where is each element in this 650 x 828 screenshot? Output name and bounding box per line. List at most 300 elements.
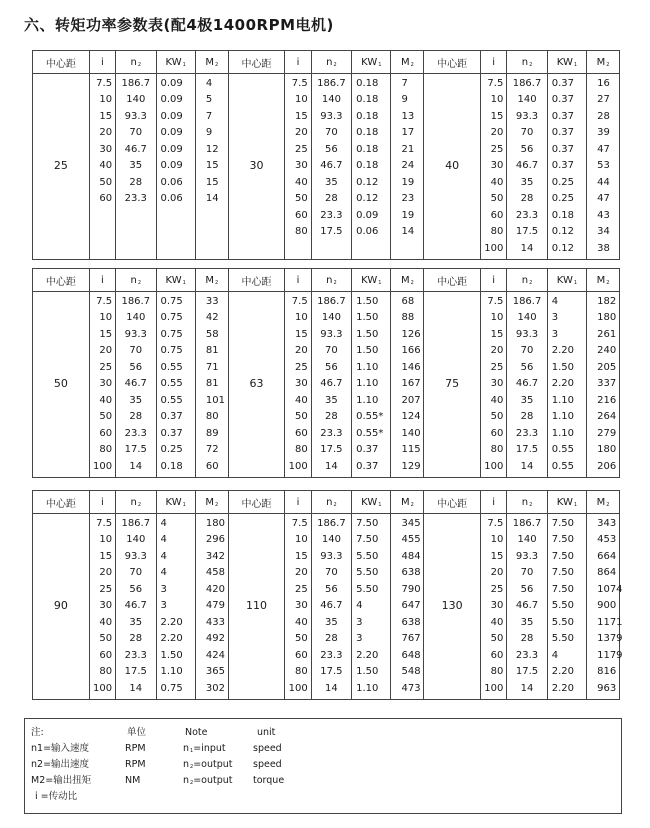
power-header: $KW_1$ <box>352 51 391 74</box>
table-cell: 0.25 <box>551 176 575 188</box>
table-cell: 0.18 <box>356 78 379 89</box>
table-cell: 1.50 <box>356 312 379 324</box>
torque-header: $M_2$ <box>587 269 620 292</box>
table-cell: 80 <box>99 666 113 678</box>
speed-header: $n_2$ <box>116 491 156 514</box>
table-cell: 20 <box>99 567 113 579</box>
table-cell: 15 <box>99 550 113 562</box>
table-cell: 40 <box>294 616 308 628</box>
table-cell: 14 <box>129 682 143 694</box>
center-distance: 30 <box>228 74 285 260</box>
ratio-header: i <box>285 491 311 514</box>
table-cell: 0.25 <box>551 193 575 205</box>
table-cell: 93.3 <box>515 550 539 562</box>
table-cell: 900 <box>597 600 617 612</box>
torque-column <box>195 514 228 700</box>
table-cell: 0.09 <box>160 160 183 172</box>
table-cell: 5.50 <box>551 616 575 628</box>
table-cell: 180 <box>205 518 225 529</box>
table-cell: 23.3 <box>515 427 539 439</box>
table-cell: 1.50 <box>356 666 379 678</box>
torque-column <box>391 514 424 700</box>
table-cell: 186.7 <box>317 518 346 529</box>
center-header: 中心距 <box>228 269 285 292</box>
table-cell: 56 <box>520 143 534 155</box>
table-cell: 0.75 <box>160 345 183 357</box>
table-cell: 34 <box>597 226 610 238</box>
table-cell: 0.75 <box>160 296 183 307</box>
table-cell: 15 <box>490 550 504 562</box>
table-cell: 7.5 <box>487 518 504 529</box>
table-cell: 25 <box>294 583 308 595</box>
table-cell: 15 <box>490 110 504 122</box>
table-cell: 25 <box>490 361 504 373</box>
center-header: 中心距 <box>424 491 481 514</box>
notes-box <box>24 718 622 814</box>
table-cell: 25 <box>490 143 504 155</box>
table-cell: 140 <box>517 534 537 546</box>
table-cell: 0.12 <box>551 242 575 254</box>
table-cell: 35 <box>129 616 143 628</box>
table-cell: 46.7 <box>124 378 147 390</box>
param-table <box>32 50 620 260</box>
table-cell: 0.09 <box>160 143 183 155</box>
table-cell: 14 <box>129 460 143 472</box>
ratio-column <box>481 74 507 260</box>
table-cell: 81 <box>205 378 219 390</box>
power-column <box>547 514 586 700</box>
table-cell: 2.20 <box>160 616 183 628</box>
table-cell: 4 <box>160 550 167 562</box>
table-cell: 17.5 <box>515 444 539 456</box>
notes-label: 注: <box>31 727 44 738</box>
table-cell: 337 <box>597 378 617 390</box>
table-cell: 27 <box>597 94 610 106</box>
table-cell: 1179 <box>597 649 623 661</box>
table-cell: 0.06 <box>356 226 379 238</box>
ratio-column <box>89 74 115 260</box>
table-cell: 28 <box>520 411 534 423</box>
ratio-column <box>285 74 311 260</box>
table-cell: 0.18 <box>356 160 379 172</box>
power-header: $KW_1$ <box>352 269 391 292</box>
torque-column <box>391 74 424 260</box>
table-cell: 638 <box>401 567 421 579</box>
table-cell: 2.20 <box>551 682 575 694</box>
table-cell: 3 <box>160 583 167 595</box>
table-cell: 72 <box>205 444 219 456</box>
speed-header: $n_2$ <box>507 491 547 514</box>
table-cell: 0.37 <box>551 78 575 89</box>
table-cell: 100 <box>92 682 113 694</box>
power-header: $KW_1$ <box>156 269 195 292</box>
table-cell: 216 <box>597 394 617 406</box>
table-cell: 93.3 <box>515 328 539 340</box>
speed-column <box>116 514 156 700</box>
table-cell: 23.3 <box>515 209 539 221</box>
table-cell: 115 <box>401 444 421 456</box>
table-cell: 40 <box>294 394 308 406</box>
torque-header: $M_2$ <box>391 51 424 74</box>
table-cell: 17.5 <box>515 226 539 238</box>
table-header-row <box>33 491 620 514</box>
table-cell: 1171 <box>597 616 623 628</box>
torque-column <box>195 292 228 478</box>
table-cell: 80 <box>294 226 308 238</box>
table-cell: 864 <box>597 567 617 579</box>
table-cell: 1.10 <box>356 378 379 390</box>
ratio-header: i <box>285 51 311 74</box>
table-cell: 50 <box>294 193 308 205</box>
table-cell: 365 <box>205 666 225 678</box>
notes-note-en: Note <box>185 727 208 738</box>
table-cell: 15 <box>205 176 219 188</box>
table-cell: 80 <box>205 411 219 423</box>
table-cell: 70 <box>129 567 143 579</box>
table-cell: 140 <box>321 94 341 106</box>
table-cell: 129 <box>401 460 421 472</box>
table-cell: 100 <box>484 682 504 694</box>
power-column <box>352 514 391 700</box>
table-cell: 458 <box>205 567 225 579</box>
table-cell: 35 <box>520 616 534 628</box>
ratio-header: i <box>481 491 507 514</box>
table-cell: 46.7 <box>515 378 539 390</box>
table-cell: 28 <box>325 633 338 645</box>
table-cell: 1.10 <box>356 394 379 406</box>
table-cell: 60 <box>99 649 113 661</box>
table-cell: 46.7 <box>124 143 147 155</box>
table-cell: 0.37 <box>160 411 183 423</box>
speed-column <box>507 74 547 260</box>
power-column <box>156 514 195 700</box>
table-cell: 963 <box>597 682 617 694</box>
notes-unit: RPM <box>125 743 146 754</box>
table-cell: 3 <box>551 312 559 324</box>
table-cell: 261 <box>597 328 617 340</box>
torque-column <box>587 514 623 700</box>
table-cell: 24 <box>401 160 415 172</box>
table-cell: 35 <box>129 160 143 172</box>
table-cell: 664 <box>597 550 617 562</box>
center-distance: 110 <box>228 514 285 700</box>
speed-column <box>311 514 351 700</box>
table-cell: 10 <box>490 94 504 106</box>
table-cell: 10 <box>490 534 504 546</box>
table-cell: 17.5 <box>124 666 147 678</box>
table-cell: 56 <box>520 361 534 373</box>
table-cell: 100 <box>92 460 113 472</box>
table-cell: 60 <box>294 209 308 221</box>
table-cell: 4 <box>160 518 167 529</box>
table-cell: 56 <box>325 361 338 373</box>
table-cell: 140 <box>517 312 537 324</box>
table-cell: 23.3 <box>320 649 343 661</box>
table-cell: 30 <box>294 600 308 612</box>
power-column <box>156 74 195 260</box>
table-cell: 2.20 <box>356 649 379 661</box>
table-cell: 53 <box>597 160 610 172</box>
table-cell: 28 <box>129 176 143 188</box>
table-cell: 4 <box>205 78 213 89</box>
table-cell: 0.09 <box>160 110 183 122</box>
table-cell: 0.18 <box>160 460 183 472</box>
table-cell: 93.3 <box>515 110 539 122</box>
notes-en: $n_1=input$ <box>183 743 226 754</box>
speed-header: $n_2$ <box>311 491 351 514</box>
table-cell: 93.3 <box>320 328 343 340</box>
table-cell: 30 <box>99 378 113 390</box>
table-cell: 19 <box>401 176 415 188</box>
table-cell: 1.10 <box>356 361 379 373</box>
table-cell: 7.50 <box>356 518 379 529</box>
table-cell: 80 <box>490 666 504 678</box>
table-cell: 21 <box>401 143 415 155</box>
table-cell: 10 <box>294 534 308 546</box>
table-cell: 0.12 <box>551 226 575 238</box>
table-cell: 140 <box>126 94 146 106</box>
table-cell: 56 <box>325 143 338 155</box>
table-cell: 5.50 <box>551 600 575 612</box>
table-cell: 56 <box>129 583 143 595</box>
table-cell: 5.50 <box>356 583 379 595</box>
table-cell: 30 <box>490 600 504 612</box>
table-cell: 0.25 <box>160 444 183 456</box>
table-cell: 60 <box>490 209 504 221</box>
table-cell: 455 <box>401 534 421 546</box>
table-cell: 647 <box>401 600 421 612</box>
center-distance: 63 <box>228 292 285 478</box>
speed-header: $n_2$ <box>116 51 156 74</box>
table-cell: 43 <box>597 209 610 221</box>
table-cell: 7.5 <box>96 518 113 529</box>
table-cell: 70 <box>129 127 143 139</box>
table-cell: 80 <box>490 444 504 456</box>
table-cell: 0.37 <box>551 127 575 139</box>
table-cell: 186.7 <box>121 518 151 529</box>
center-distance: 90 <box>33 514 90 700</box>
table-cell: 15 <box>294 328 308 340</box>
notes-ratio: i =传动比 <box>35 791 78 802</box>
table-cell: 0.55* <box>356 427 384 439</box>
center-header: 中心距 <box>424 269 481 292</box>
speed-header: $n_2$ <box>311 51 351 74</box>
table-cell: 38 <box>597 242 610 254</box>
torque-header: $M_2$ <box>391 269 424 292</box>
table-cell: 5.50 <box>356 567 379 579</box>
table-cell: 20 <box>99 345 113 357</box>
table-cell: 17.5 <box>124 444 147 456</box>
table-cell: 638 <box>401 616 421 628</box>
table-cell: 17.5 <box>320 666 343 678</box>
table-cell: 93.3 <box>320 550 343 562</box>
table-cell: 28 <box>129 633 143 645</box>
power-column <box>352 74 391 260</box>
center-header: 中心距 <box>33 51 90 74</box>
table-cell: 23.3 <box>124 193 147 205</box>
table-cell: 40 <box>294 176 308 188</box>
table-cell: 3 <box>160 600 167 612</box>
table-cell: 7 <box>401 78 408 89</box>
table-cell: 20 <box>490 345 504 357</box>
table-cell: 0.09 <box>160 78 183 89</box>
center-distance: 130 <box>424 514 481 700</box>
table-cell: 0.55 <box>160 378 183 390</box>
table-cell: 207 <box>401 394 421 406</box>
table-cell: 345 <box>401 518 421 529</box>
table-cell: 0.18 <box>356 143 379 155</box>
table-cell: 56 <box>129 361 143 373</box>
table-cell: 9 <box>205 127 213 139</box>
table-cell: 50 <box>490 411 504 423</box>
table-cell: 2.20 <box>551 378 575 390</box>
table-cell: 40 <box>99 394 113 406</box>
table-cell: 56 <box>325 583 338 595</box>
table-cell: 80 <box>490 226 504 238</box>
center-header: 中心距 <box>228 51 285 74</box>
table-cell: 23 <box>401 193 415 205</box>
table-cell: 1.10 <box>551 427 575 439</box>
table-cell: 7.50 <box>551 583 575 595</box>
table-cell: 2.20 <box>551 666 575 678</box>
table-cell: 10 <box>294 312 308 324</box>
notes-row-i <box>25 789 621 805</box>
table-cell: 0.55 <box>160 394 183 406</box>
notes-unit-zh: 单位 <box>127 727 147 738</box>
table-cell: 40 <box>490 616 504 628</box>
ratio-column <box>89 292 115 478</box>
table-cell: 0.06 <box>160 193 183 205</box>
table-cell: 30 <box>490 378 504 390</box>
notes-unit-en: unit <box>257 727 276 738</box>
table-cell: 25 <box>99 361 113 373</box>
table-cell: 50 <box>99 411 113 423</box>
table-cell: 0.12 <box>356 193 379 205</box>
table-cell: 0.37 <box>551 110 575 122</box>
center-header: 中心距 <box>424 51 481 74</box>
notes-unit: RPM <box>125 759 146 770</box>
table-cell: 14 <box>205 193 219 205</box>
table-cell: 70 <box>520 127 534 139</box>
torque-header: $M_2$ <box>391 491 424 514</box>
table-cell: 4 <box>356 600 363 612</box>
table-cell: 146 <box>401 361 421 373</box>
table-cell: 548 <box>401 666 421 678</box>
speed-column <box>116 292 156 478</box>
table-cell: 30 <box>294 378 308 390</box>
table-cell: 35 <box>520 176 534 188</box>
table-cell: 1.10 <box>356 682 379 694</box>
table-cell: 68 <box>401 296 415 307</box>
power-header: $KW_1$ <box>156 491 195 514</box>
table-cell: 492 <box>205 633 225 645</box>
table-cell: 70 <box>325 345 338 357</box>
table-cell: 28 <box>520 633 534 645</box>
table-cell: 25 <box>99 583 113 595</box>
table-cell: 7.50 <box>356 534 379 546</box>
table-cell: 0.12 <box>356 176 379 188</box>
table-cell: 0.18 <box>356 94 379 106</box>
table-cell: 56 <box>520 583 534 595</box>
center-header: 中心距 <box>33 491 90 514</box>
speed-column <box>116 74 156 260</box>
ratio-column <box>481 292 507 478</box>
table-cell: 182 <box>597 296 617 307</box>
table-cell: 44 <box>597 176 610 188</box>
table-cell: 0.37 <box>160 427 183 439</box>
table-cell: 0.37 <box>551 160 575 172</box>
ratio-column <box>285 514 311 700</box>
table-cell: 28 <box>325 193 338 205</box>
torque-column <box>195 74 228 260</box>
table-cell: 126 <box>401 328 421 340</box>
table-cell: 17 <box>401 127 415 139</box>
table-cell: 28 <box>520 193 534 205</box>
table-cell: 14 <box>401 226 415 238</box>
notes-row-n2 <box>25 757 621 773</box>
table-cell: 7.5 <box>291 296 308 307</box>
speed-column <box>311 74 351 260</box>
torque-header: $M_2$ <box>587 491 620 514</box>
table-cell: 166 <box>401 345 421 357</box>
table-cell: 46.7 <box>320 160 343 172</box>
table-cell: 40 <box>490 394 504 406</box>
table-cell: 23.3 <box>320 209 343 221</box>
table-cell: 453 <box>597 534 617 546</box>
table-cell: 39 <box>597 127 610 139</box>
notes-zh: n2=输出速度 <box>31 759 90 770</box>
table-cell: 4 <box>160 534 167 546</box>
notes-header-row <box>25 725 621 741</box>
table-cell: 60 <box>205 460 219 472</box>
table-cell: 15 <box>205 160 219 172</box>
table-header-row <box>33 269 620 292</box>
table-cell: 13 <box>401 110 415 122</box>
power-column <box>352 292 391 478</box>
table-cell: 186.7 <box>512 78 542 89</box>
table-cell: 140 <box>126 312 146 324</box>
power-header: $KW_1$ <box>547 51 586 74</box>
table-cell: 1379 <box>597 633 623 645</box>
table-cell: 433 <box>205 616 225 628</box>
table-cell: 1.10 <box>551 394 575 406</box>
table-cell: 10 <box>490 312 504 324</box>
table-cell: 15 <box>99 328 113 340</box>
table-cell: 70 <box>129 345 143 357</box>
table-cell: 7.50 <box>551 518 575 529</box>
table-cell: 206 <box>597 460 617 472</box>
torque-column <box>391 292 424 478</box>
table-cell: 15 <box>294 110 308 122</box>
table-cell: 14 <box>520 682 534 694</box>
table-cell: 70 <box>325 567 338 579</box>
table-cell: 0.09 <box>356 209 379 221</box>
table-cell: 88 <box>401 312 415 324</box>
table-cell: 50 <box>294 411 308 423</box>
param-table <box>32 268 620 478</box>
table-cell: 0.09 <box>160 94 183 106</box>
table-cell: 279 <box>597 427 617 439</box>
ratio-header: i <box>285 269 311 292</box>
table-cell: 30 <box>490 160 504 172</box>
table-cell: 14 <box>520 460 534 472</box>
table-cell: 50 <box>490 193 504 205</box>
ratio-header: i <box>89 491 115 514</box>
table-cell: 58 <box>205 328 219 340</box>
table-cell: 50 <box>99 176 113 188</box>
notes-row-n1 <box>25 741 621 757</box>
table-cell: 140 <box>517 94 537 106</box>
